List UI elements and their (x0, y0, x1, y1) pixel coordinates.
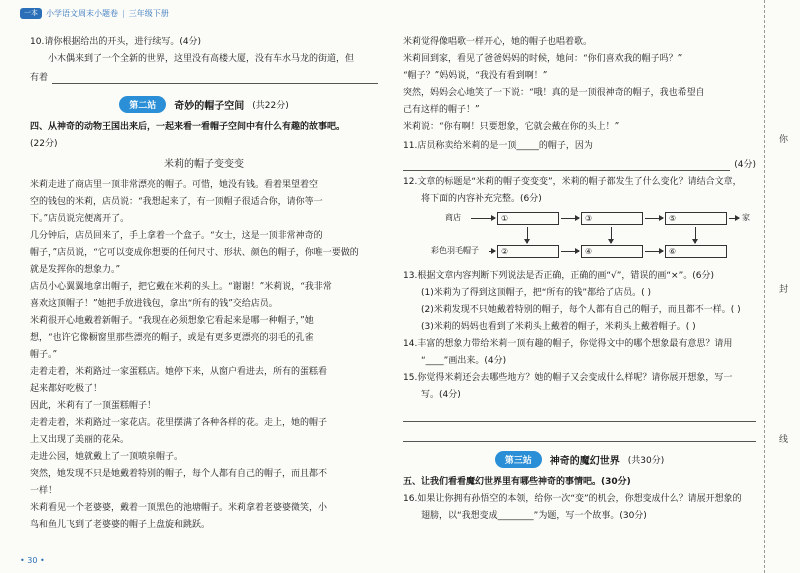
text-line: 米莉走进了商店里一顶非常漂亮的帽子。可惜，她没有钱。看着果望着空 (30, 180, 319, 190)
flow-box-1[interactable]: ① (497, 212, 559, 225)
text-line: 帽子。” (30, 350, 58, 360)
question-12-cont: 将下面的内容补充完整。(6分) (421, 194, 542, 204)
page-number-value: 30 (27, 556, 38, 565)
station-2-header (30, 95, 378, 113)
flow-box-3[interactable]: ③ (581, 212, 643, 225)
question-12: 12.文章的标题是“米莉的帽子变变变”，米莉的帽子都发生了什么变化？请结合文章， (403, 177, 742, 187)
question-10-answer-row (30, 68, 378, 87)
flow-start-feather-hat: 彩色羽毛帽子 (431, 246, 479, 255)
station-badge: 第二站 (119, 96, 166, 113)
question-11-score: (4分) (734, 160, 756, 170)
text-line: 米莉看见一个老婆婆，戴着一顶黑色的池塘帽子。米莉拿着老婆婆微笑，小 (30, 503, 328, 513)
station-title: 神奇的魔幻世界 (549, 455, 620, 467)
text-line: 突然，妈妈会心地笑了一下说：“哦！真的是一顶很神奇的帽子，我也希望自 (403, 88, 705, 98)
answer-line[interactable] (403, 426, 756, 442)
text-line: 一样！ (30, 486, 58, 496)
flow-down-arrow (527, 227, 528, 243)
text-line: 喜欢这顶帽子！”她把手放进钱包，拿出“所有的钱”交给店员。 (30, 299, 278, 309)
flow-box-5[interactable]: ⑤ (665, 212, 727, 225)
question-14: 14.丰富的想象力带给米莉一顶有趣的帽子，你觉得文中的哪个想象最有意思？请用 (403, 339, 733, 349)
section-4-score: (22分) (30, 139, 58, 149)
text-line: 走着走着，米莉路过一家蛋糕店。她停下来，从窗户看进去，所有的蛋糕看 (30, 367, 328, 377)
answer-line[interactable] (403, 155, 730, 171)
page-number: • 30 • (20, 556, 45, 565)
station-score: (共30分) (627, 455, 665, 466)
text-line: 帽子，”店员说，“它可以变成你想要的任何尺寸、形状、颜色的帽子，你唯一要做的 (30, 248, 359, 258)
text-line: 米莉说：“你有啊！只要想象，它就会戴在你的头上！” (403, 122, 620, 132)
text-line: 想，“也许它像橱窗里那些漂亮的帽子，或是有更多更漂亮的羽毛的孔雀 (30, 333, 314, 343)
book-title: 小学语文周末小题卷 (46, 8, 118, 18)
station-3-header (403, 450, 756, 468)
question-14-cont: “____”画出来。(4分) (421, 356, 507, 366)
text-line: 几分钟后，店员回来了，手上拿着一个盒子。“女士，这是一顶非常神奇的 (30, 231, 323, 241)
flow-down-arrow (695, 227, 696, 243)
binding-char: 线 (778, 435, 788, 445)
story-continuation (403, 34, 756, 136)
header-separator: | (122, 8, 125, 18)
story-text (30, 177, 378, 534)
question-10-prompt: 小木偶来到了一个全新的世界，这里没有高楼大厦，没有车水马龙的街道，但 (48, 54, 355, 64)
binding-char: 你 (778, 135, 788, 145)
flow-arrow (489, 251, 495, 252)
flow-arrow (561, 218, 579, 219)
flow-box-6[interactable]: ⑥ (665, 245, 727, 258)
text-line: 鸟和鱼儿飞到了老婆婆的帽子上盘旋和跳跃。 (30, 520, 211, 530)
page-header (20, 6, 169, 20)
question-10: 10.请你根据给出的开头，进行续写。(4分) (30, 37, 202, 47)
text-line: 起来都好吃极了！ (30, 384, 103, 394)
grade-label: 三年级下册 (128, 8, 169, 18)
left-column (30, 34, 378, 534)
question-16-cont: 翅膀，以“我想变成________”为题，写一个故事。(30分) (421, 511, 647, 521)
text-line: 米莉觉得像唱歌一样开心，她的帽子也唱着歌。 (403, 37, 593, 47)
question-10-prefix: 有着 (30, 73, 49, 83)
flow-box-2[interactable]: ② (497, 245, 559, 258)
binding-strip (764, 0, 800, 573)
text-line: 上又出现了美丽的花朵。 (30, 435, 130, 445)
question-11: 11.店员称卖给米莉的是一顶_____的帽子，因为 (403, 141, 593, 151)
station-title: 奇妙的帽子空间 (174, 100, 245, 112)
station-badge: 第三站 (495, 451, 542, 468)
brand-logo: 一本 (20, 8, 42, 19)
question-11-answer-row (403, 155, 756, 174)
text-line: 己有这样的帽子！” (403, 105, 480, 115)
judgement-item: (3)米莉的妈妈也看到了米莉头上戴着的帽子，米莉头上戴着帽子。( ) (421, 322, 696, 332)
judgement-item: (2)米莉发现不只她戴着特别的帽子，每个人都有自己的帽子，而且都不一样。( ) (421, 305, 741, 315)
flow-down-arrow (611, 227, 612, 243)
text-line: 空的钱包的米莉，店员说：“我想起来了，有一顶帽子很适合你，请你等一 (30, 197, 323, 207)
question-15-cont: 写。(4分) (421, 390, 461, 400)
text-line: 突然，她发现不只是她戴着特别的帽子，每个人都有自己的帽子，而且都不 (30, 469, 328, 479)
question-13-items (403, 285, 756, 336)
flow-arrow (471, 218, 495, 219)
text-line: 就是发挥你的想象力。” (30, 265, 121, 275)
answer-line[interactable] (403, 406, 756, 422)
flow-arrow (561, 251, 579, 252)
text-line: 下。”店员说完便离开了。 (30, 214, 130, 224)
text-line: 走着走着，米莉路过一家花店。花里摆满了各种各样的花。走上，她的帽子 (30, 418, 328, 428)
flow-end-home: 家 (742, 213, 750, 222)
station-score: (共22分) (252, 100, 289, 111)
section-4-heading: 四、从神奇的动物王国出来后，一起来看一看帽子空间中有什么有趣的故事吧。 (30, 122, 346, 132)
flow-start-shop: 商店 (445, 213, 461, 222)
answer-line[interactable] (52, 68, 378, 84)
text-line: 米莉回到家，看见了爸爸妈妈的时候，她问：“你们喜欢我的帽子吗？” (403, 54, 683, 64)
text-line: “帽子？”妈妈说，“我没有看到啊！” (403, 71, 548, 81)
binding-char: 封 (778, 285, 788, 295)
question-13: 13.根据文章内容判断下列说法是否正确，正确的画“√”，错误的画“×”。(6分) (403, 271, 714, 281)
flow-arrow (645, 218, 663, 219)
hat-change-flowchart (431, 212, 756, 264)
judgement-item: (1)米莉为了得到这顶帽子，把“所有的钱”都给了店员。( ) (421, 288, 651, 298)
right-column (403, 34, 756, 525)
text-line: 店员小心翼翼地拿出帽子，把它戴在米莉的头上。“谢谢！”米莉说，“我非常 (30, 282, 332, 292)
question-16: 16.如果让你拥有孙悟空的本领，给你一次“变”的机会，你想变成什么？请展开想象的 (403, 494, 742, 504)
text-line: 米莉很开心地戴着新帽子。“我现在必须想象它看起来是哪一种帽子，”她 (30, 316, 314, 326)
story-title: 米莉的帽子变变变 (164, 159, 244, 170)
flow-box-4[interactable]: ④ (581, 245, 643, 258)
flow-arrow (645, 251, 663, 252)
flow-arrow (729, 218, 739, 219)
text-line: 走进公园，她就戴上了一顶喷泉帽子。 (30, 452, 184, 462)
question-15: 15.你觉得米莉还会去哪些地方？她的帽子又会变成什么样呢？请你展开想象，写一 (403, 373, 733, 383)
section-5-heading: 五、让我们看看魔幻世界里有哪些神奇的事情吧。(30分) (403, 477, 631, 487)
text-line: 因此，米莉有了一顶蛋糕帽子！ (30, 401, 157, 411)
